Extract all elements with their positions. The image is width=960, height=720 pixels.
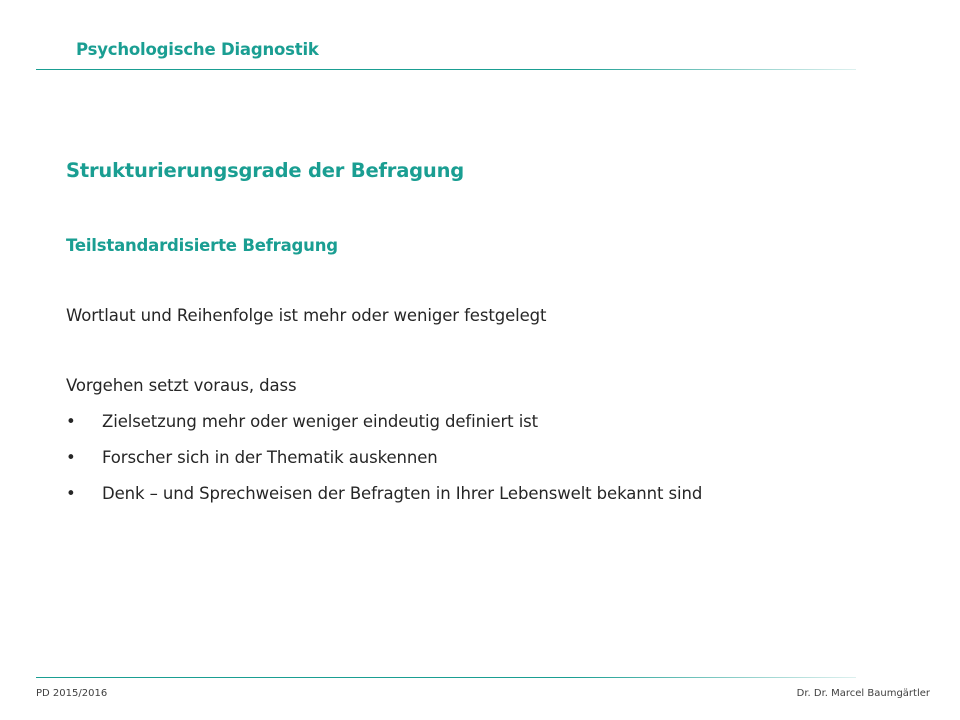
footer-semester: PD 2015/2016 [36, 688, 108, 699]
list-item-text: Zielsetzung mehr oder weniger eindeutig definiert ist [102, 412, 539, 431]
bullet-icon: • [66, 412, 76, 431]
slide-title: Strukturierungsgrade der Befragung [66, 159, 465, 182]
footer-author: Dr. Dr. Marcel Baumgärtler [796, 688, 930, 699]
footer-divider [36, 677, 856, 678]
list-item-text: Forscher sich in der Thematik auskennen [102, 448, 438, 467]
bullet-icon: • [66, 448, 76, 467]
bullet-icon: • [66, 484, 76, 503]
header-divider [36, 69, 856, 70]
paragraph-vorgehen: Vorgehen setzt voraus, dass [66, 376, 297, 395]
header-title: Psychologische Diagnostik [76, 40, 319, 59]
paragraph-wortlaut: Wortlaut und Reihenfolge ist mehr oder weniger festgelegt [66, 306, 547, 325]
list-item-text: Denk – und Sprechweisen der Befragten in Ihrer Lebenswelt bekannt sind [102, 484, 703, 503]
slide-subtitle: Teilstandardisierte Befragung [66, 236, 338, 255]
